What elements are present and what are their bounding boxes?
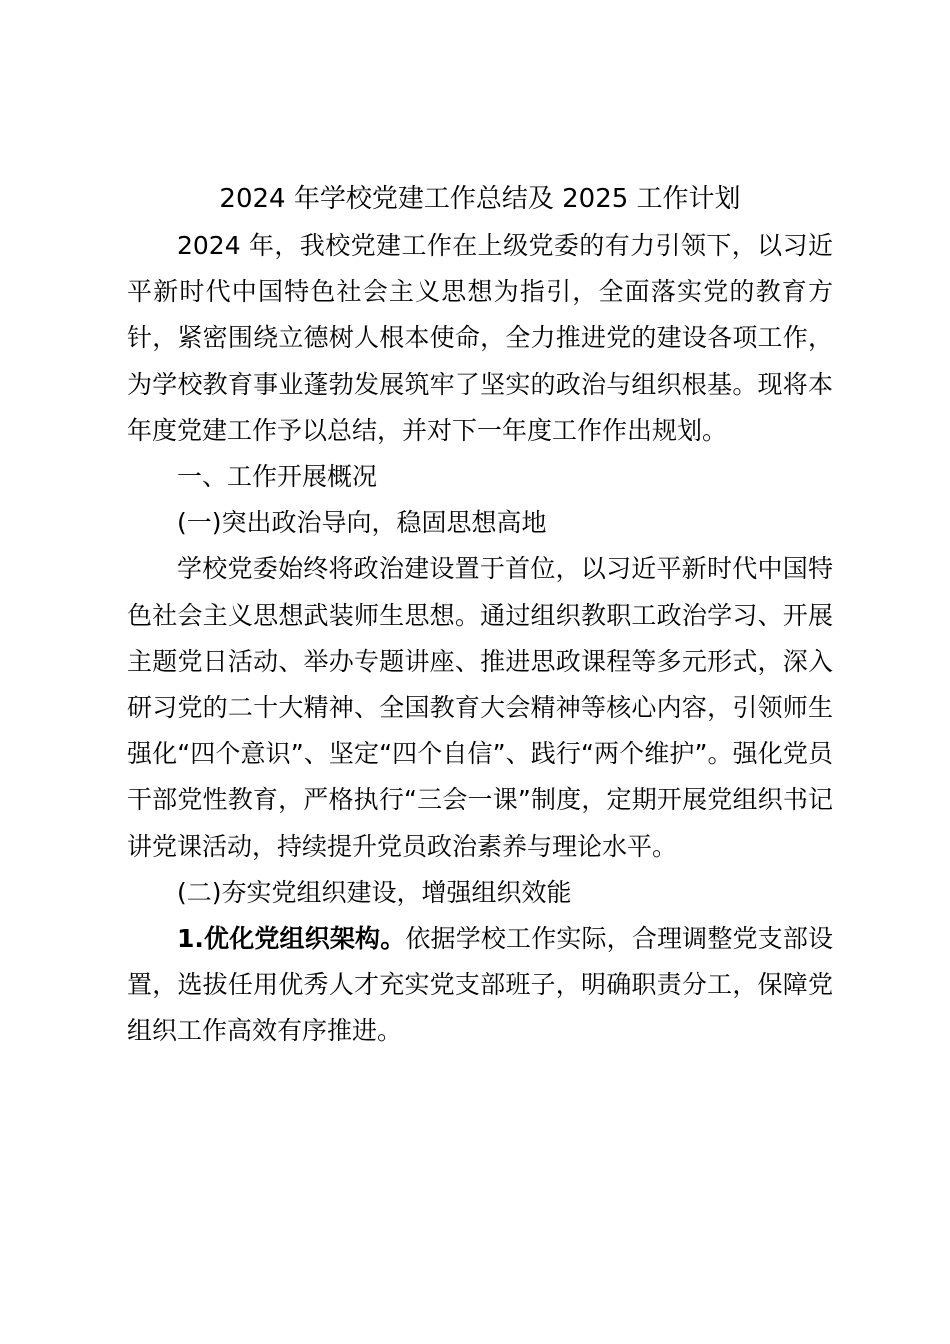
- item-paragraph-1: [127, 916, 833, 1055]
- document-page: [127, 175, 833, 1055]
- section-heading-1: 一、工作开展概况: [177, 462, 378, 492]
- item-body-1: 依据学校工作实际，合理调整党支部设置，选拔任用优秀人才充实党支部班子，明确职责分工，保障党组织工作高效有序推进。: [127, 924, 833, 1046]
- intro-paragraph: 2024 年，我校党建工作在上级党委的有力引领下，以习近平新时代中国特色社会主义思想为指引，全面落实党的教育方针，紧密围绕立德树人根本使命，全力推进党的建设各项工作，为学校教育事业蓬勃发展筑牢了坚实的政治与组织根基。现将本年度党建工作予以总结，并对下一年度工作作出规划。: [127, 231, 833, 445]
- subsection-paragraph-1: 学校党委始终将政治建设置于首位，以习近平新时代中国特色社会主义思想武装师生思想。通过组织教职工政治学习、开展主题党日活动、举办专题讲座、推进思政课程等多元形式，深入研习党的二十大精神、全国教育大会精神等核心内容，引领师生强化“四个意识”、坚定“四个自信”、践行“两个维护”。强化党员干部党性教育，严格执行“三会一课”制度，定期开展党组织书记讲党课活动，持续提升党员政治素养与理论水平。: [127, 554, 833, 861]
- subsection-heading-2: (二)夯实党组织建设，增强组织效能: [177, 877, 572, 907]
- subsection-heading-1: (一)突出政治导向，稳固思想高地: [177, 508, 547, 538]
- document-title: 2024 年学校党建工作总结及 2025 工作计划: [219, 184, 741, 214]
- item-lead-1: 1.优化党组织架构。: [177, 924, 406, 954]
